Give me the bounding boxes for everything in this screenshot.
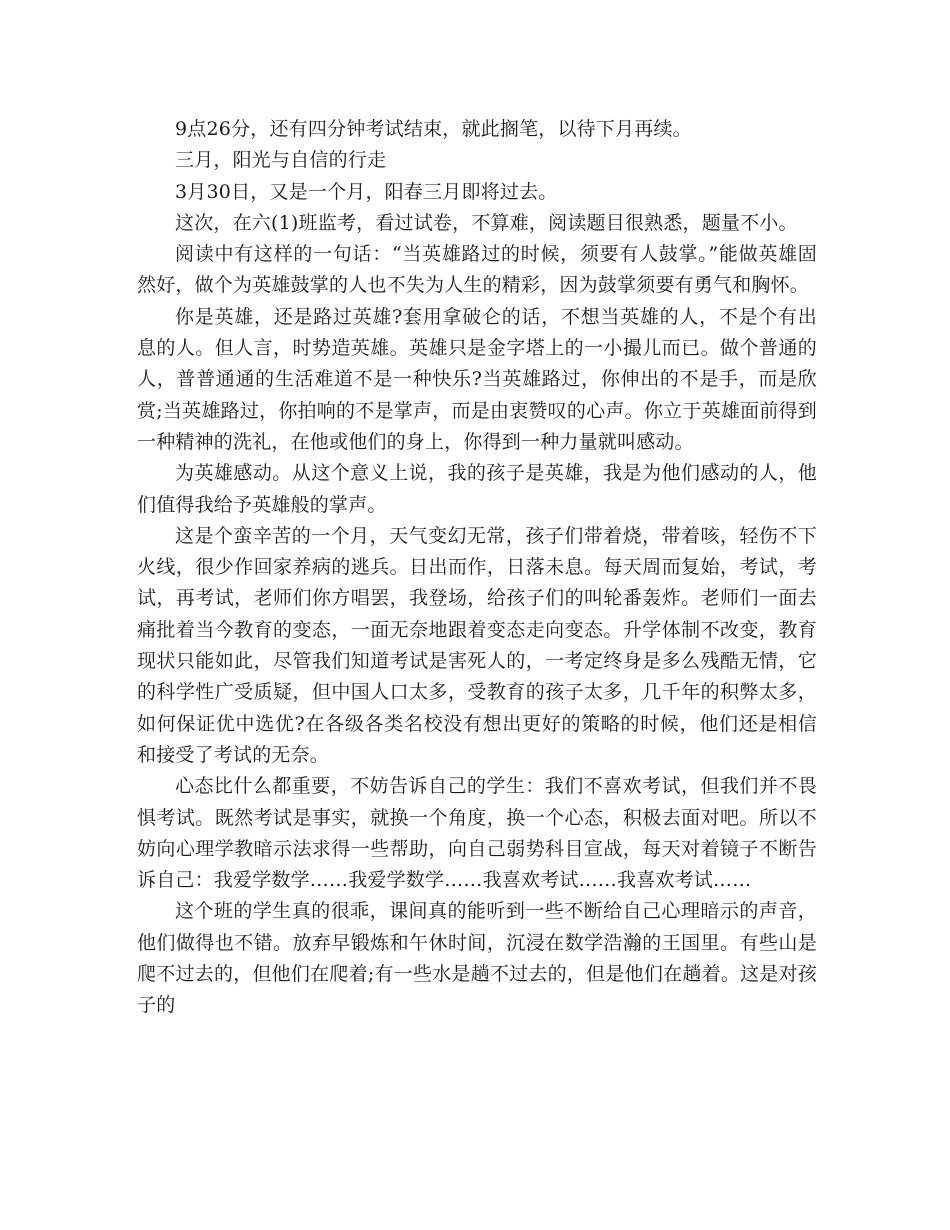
paragraph-date: 3月30日，又是一个月，阳春三月即将过去。 (175, 180, 558, 203)
document-body (137, 114, 817, 1022)
paragraph-invigilation: 这次，在六(1)班监考，看过试卷，不算难，阅读题目很熟悉，题量不小。 (175, 211, 798, 234)
paragraph-exam-end-note: 9点26分，还有四分钟考试结束，就此搁笔，以待下月再续。 (175, 118, 692, 140)
paragraph-hard-month: 这是个蛮辛苦的一个月，天气变幻无常，孩子们带着烧，带着咳，轻伤不下火线，很少作回家养病的逃兵。日出而作，日落未息。每天周而复始，考试，考试，再考试，老师们你方唱罢，我登场，给孩子们的叫轮番轰炸。老师们一面去痛批着当今教育的变态，一面无奈地跟着变态走向变态。升学体制不改变，教育现状只能如此，尽管我们知道考试是害死人的，一考定终身是多么残酷无情，它的科学性广受质疑，但中国人口太多，受教育的孩子太多，几千年的积弊太多，如何保证优中选优?在各级各类名校没有想出更好的策略的时候，他们还是相信和接受了考试的无奈。 (137, 524, 817, 766)
paragraph-hero-quote: 阅读中有这样的一句话：“当英雄路过的时候，须要有人鼓掌。”能做英雄固然好，做个为英雄鼓掌的人也不失为人生的精彩，因为鼓掌须要有勇气和胸怀。 (137, 243, 817, 297)
paragraph-hero-question: 你是英雄，还是路过英雄?套用拿破仑的话，不想当英雄的人，不是个有出息的人。但人言，时势造英雄。英雄只是金字塔上的一小撮儿而已。做个普通的人，普普通通的生活难道不是一种快乐?当英雄路过，你伸出的不是手，而是欣赏;当英雄路过，你拍响的不是掌声，而是由衷赞叹的心声。你立于英雄面前得到一种精神的洗礼，在他或他们的身上，你得到一种力量就叫感动。 (137, 305, 817, 453)
section-heading-march: 三月，阳光与自信的行走 (175, 149, 387, 172)
paragraph-moved-by-heroes: 为英雄感动。从这个意义上说，我的孩子是英雄，我是为他们感动的人，他们值得我给予英雄般的掌声。 (137, 462, 817, 516)
paragraph-mindset: 心态比什么都重要，不妨告诉自己的学生：我们不喜欢考试，但我们并不畏惧考试。既然考试是事实，就换一个角度，换一个心态，积极去面对吧。所以不妨向心理学教暗示法求得一些帮助，向自己弱势科目宣战，每天对着镜子不断告诉自己：我爱学数学……我爱学数学……我喜欢考试……我喜欢考试…… (137, 775, 817, 892)
paragraph-class-students: 这个班的学生真的很乖，课间真的能听到一些不断给自己心理暗示的声音，他们做得也不错。放弃早锻炼和午休时间，沉浸在数学浩瀚的王国里。有些山是爬不过去的，但他们在爬着;有一些水是趟不过去的，但是他们在趟着。这是对孩子的 (137, 900, 817, 1017)
